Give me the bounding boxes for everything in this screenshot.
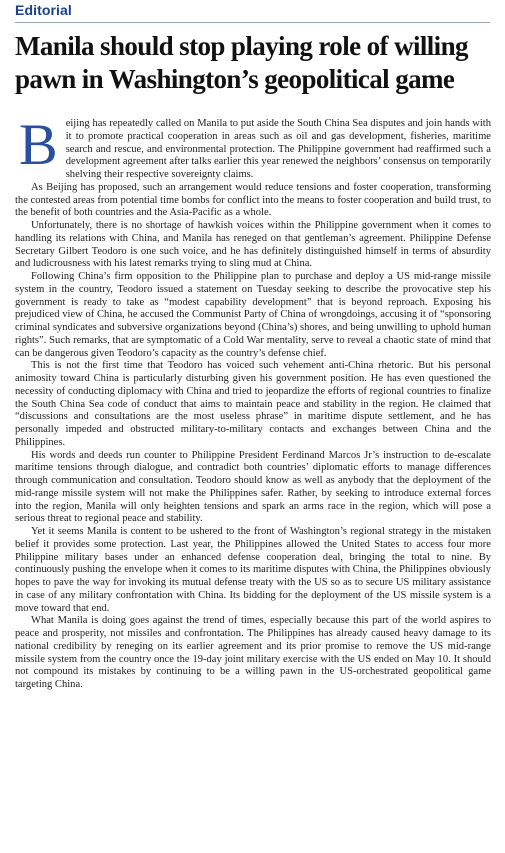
section-label: Editorial — [15, 2, 72, 18]
paragraph-1 — [15, 112, 491, 182]
paragraph-2: As Beijing has proposed, such an arrangement would reduce tensions and foster cooperation, transforming the contested areas from potential time bombs for conflict into the means to foster cooperation and build trust, to the benefit of both countries and the Asia-Pacific as a whole. — [15, 181, 491, 219]
paragraph-4: Following China’s firm opposition to the Philippine plan to purchase and deploy a US mid-range missile system in the country, Teodoro issued a statement on Tuesday seeking to describe the provocative step his government is ready to take as “modest capability development” that is beyond reproach. Exposing his prejudiced view of China, he accused the Communist Party of China of wrongdoings, accusing it of “sponsoring criminal syndicates and subversive organizations beyond (China’s) shores, and being unwilling to uphold human rights”. Such remarks, that are symptomatic of a Cold War mentality, serve to reveal a chaotic state of mind that can be dangerous given Teodoro’s capacity as the country’s defense chief. — [15, 271, 491, 359]
paragraph-8: What Manila is doing goes against the trend of times, especially because this part of the world aspires to peace and prosperity, not missiles and confrontation. The Philippines has already caused heavy damage to its national credibility by reneging on its earlier agreement and its prior promise to remove the US mid-range missile system from the country once the 19-day joint military exercise with the US ended on May 10. It should not compound its mistakes by continuing to be a willing pawn in the US-orchestrated geopolitical game targeting China. — [15, 615, 491, 690]
drop-cap: B — [19, 112, 58, 177]
headline: Manila should stop playing role of willing pawn in Washington’s geopolitical game — [15, 31, 468, 94]
article-body — [15, 112, 491, 692]
paragraph-1-text: eijing has repeatedly called on Manila to put aside the South China Sea disputes and join hands with it to promote practical cooperation in areas such as oil and gas development, fisheries, maritime search and rescue, and environmental protection. The Philippine government had reaffirmed such a development agreement after talks earlier this year renewed the neighbors’ consensus on temporarily shelving their respective sovereignty claims. — [65, 118, 491, 180]
paragraph-3: Unfortunately, there is no shortage of hawkish voices within the Philippine government when it comes to handling its relations with China, and Manila has reneged on that gentleman’s agreement. Philippine Defense Secretary Gilbert Teodoro is one such voice, and he has definitely distinguished himself in terms of absurdity and ludicrousness with his latest remarks trying to sling mud at China. — [15, 220, 491, 270]
paragraph-6: His words and deeds run counter to Philippine President Ferdinand Marcos Jr’s instruction to de-escalate maritime tensions through dialogue, and contradict both countries’ diplomatic efforts to manage differences through communication and consultation. Teodoro should know as well as anybody that the deployment of the mid-range missile system will not make the Philippines safer. Rather, by seeking to introduce external forces into the region, Manila will only heighten tensions and spark an arms race in the region, which will pose a serious threat to regional peace and stability. — [15, 449, 491, 525]
section-divider — [15, 22, 490, 23]
paragraph-7: Yet it seems Manila is content to be ushered to the front of Washington’s regional strategy in the mistaken belief it provides some protection. Last year, the Philippines allowed the United States to access four more Philippine military bases under an enhanced defense cooperation deal, bringing the total to nine. By continuously pushing the envelope when it comes to its maritime disputes with China, the Philippines obviously hopes to pave the way for invoking its mutual defense treaty with the US so as to secure US military assistance in case of any military confrontation with China. Its bidding for the deployment of the US missile system is a move toward that end. — [15, 526, 491, 614]
paragraph-5: This is not the first time that Teodoro has voiced such vehement anti-China rhetoric. But his personal animosity toward China is particularly disturbing given his government position. He has even questioned the necessity of conducting diplomacy with China and tried to jeopardize the efforts of regional countries to finalize the South China Sea code of conduct that aims to maintain peace and stability in the region. He claimed that “discussions and consultations are the most useless phrase” in maritime dispute settlement, and he has personally impeded and obstructed military-to-military contacts and exchanges between China and the Philippines. — [15, 360, 491, 448]
